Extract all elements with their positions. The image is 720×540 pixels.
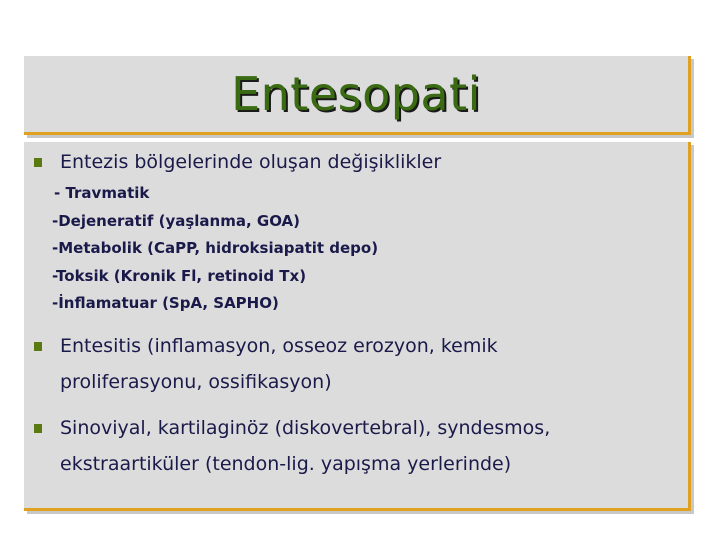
content-box [24,142,691,511]
bullet-text-line-1: Entesitis (inflamasyon, osseoz erozyon, kemik [60,335,498,357]
title-box [24,56,691,135]
square-bullet-icon [34,158,42,167]
sub-item-metabolik: -Metabolik (CaPP, hidroksiapatit depo) [52,239,379,257]
square-bullet-icon [34,342,42,351]
sub-item-travmatik: - Travmatik [54,184,150,202]
bullet-text-line-1: Sinoviyal, kartilaginöz (diskovertebral), syndesmos, [60,417,551,439]
bullet-text-line-2: proliferasyonu, ossifikasyon) [60,371,332,393]
bullet-text-line-2: ekstraartiküler (tendon-lig. yapışma yerlerinde) [60,453,512,475]
bullet-text: Entezis bölgelerinde oluşan değişiklikler [60,151,442,173]
slide-title: Entesopati [231,67,481,121]
sub-item-toksik: -Toksik (Kronik Fl, retinoid Tx) [52,267,307,285]
sub-item-dejeneratif: -Dejeneratif (yaşlanma, GOA) [52,212,301,230]
sub-item-inflamatuar: -İnflamatuar (SpA, SAPHO) [52,294,279,312]
square-bullet-icon [34,424,42,433]
